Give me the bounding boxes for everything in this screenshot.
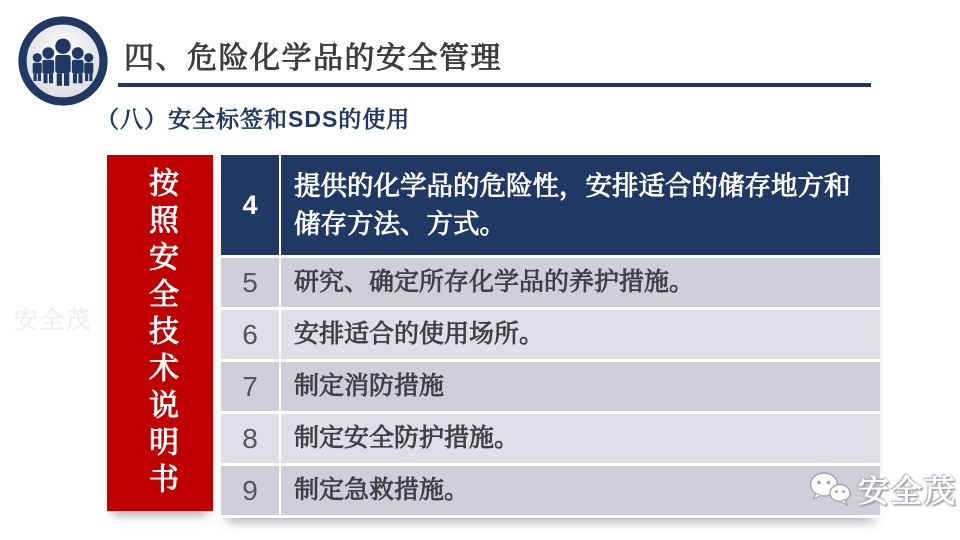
table-row <box>221 466 880 515</box>
steps-table <box>221 155 880 518</box>
row-number: 7 <box>221 362 281 411</box>
page-title: 四、危险化学品的安全管理 <box>124 42 502 75</box>
row-text: 制定安全防护措施。 <box>294 423 520 452</box>
title-underline <box>118 83 871 87</box>
people-icon <box>17 15 109 107</box>
section-subtitle: （八）安全标签和SDS的使用 <box>96 106 411 132</box>
side-label: 按照安全技术说明书 <box>107 155 213 511</box>
row-number: 6 <box>221 310 281 359</box>
row-text: 制定消防措施 <box>294 371 445 400</box>
row-text: 制定急救措施。 <box>294 475 470 504</box>
table-row <box>221 155 880 255</box>
row-number: 5 <box>221 258 281 307</box>
table-row <box>221 258 880 307</box>
row-number: 9 <box>221 466 281 515</box>
table-row <box>221 310 880 359</box>
row-number: 8 <box>221 414 281 463</box>
table-row <box>221 414 880 463</box>
row-number: 4 <box>221 155 281 255</box>
brand-name: 安全茂 <box>858 474 957 509</box>
brand-watermark <box>807 466 957 511</box>
table-row <box>221 362 880 411</box>
row-text: 提供的化学品的危险性，安排适合的储存地方和储存方法、方式。 <box>294 170 851 239</box>
wechat-icon <box>807 470 853 508</box>
faint-watermark: 安全茂 <box>14 307 92 334</box>
row-text: 安排适合的使用场所。 <box>294 319 545 348</box>
row-text: 研究、确定所存化学品的养护措施。 <box>294 267 695 296</box>
